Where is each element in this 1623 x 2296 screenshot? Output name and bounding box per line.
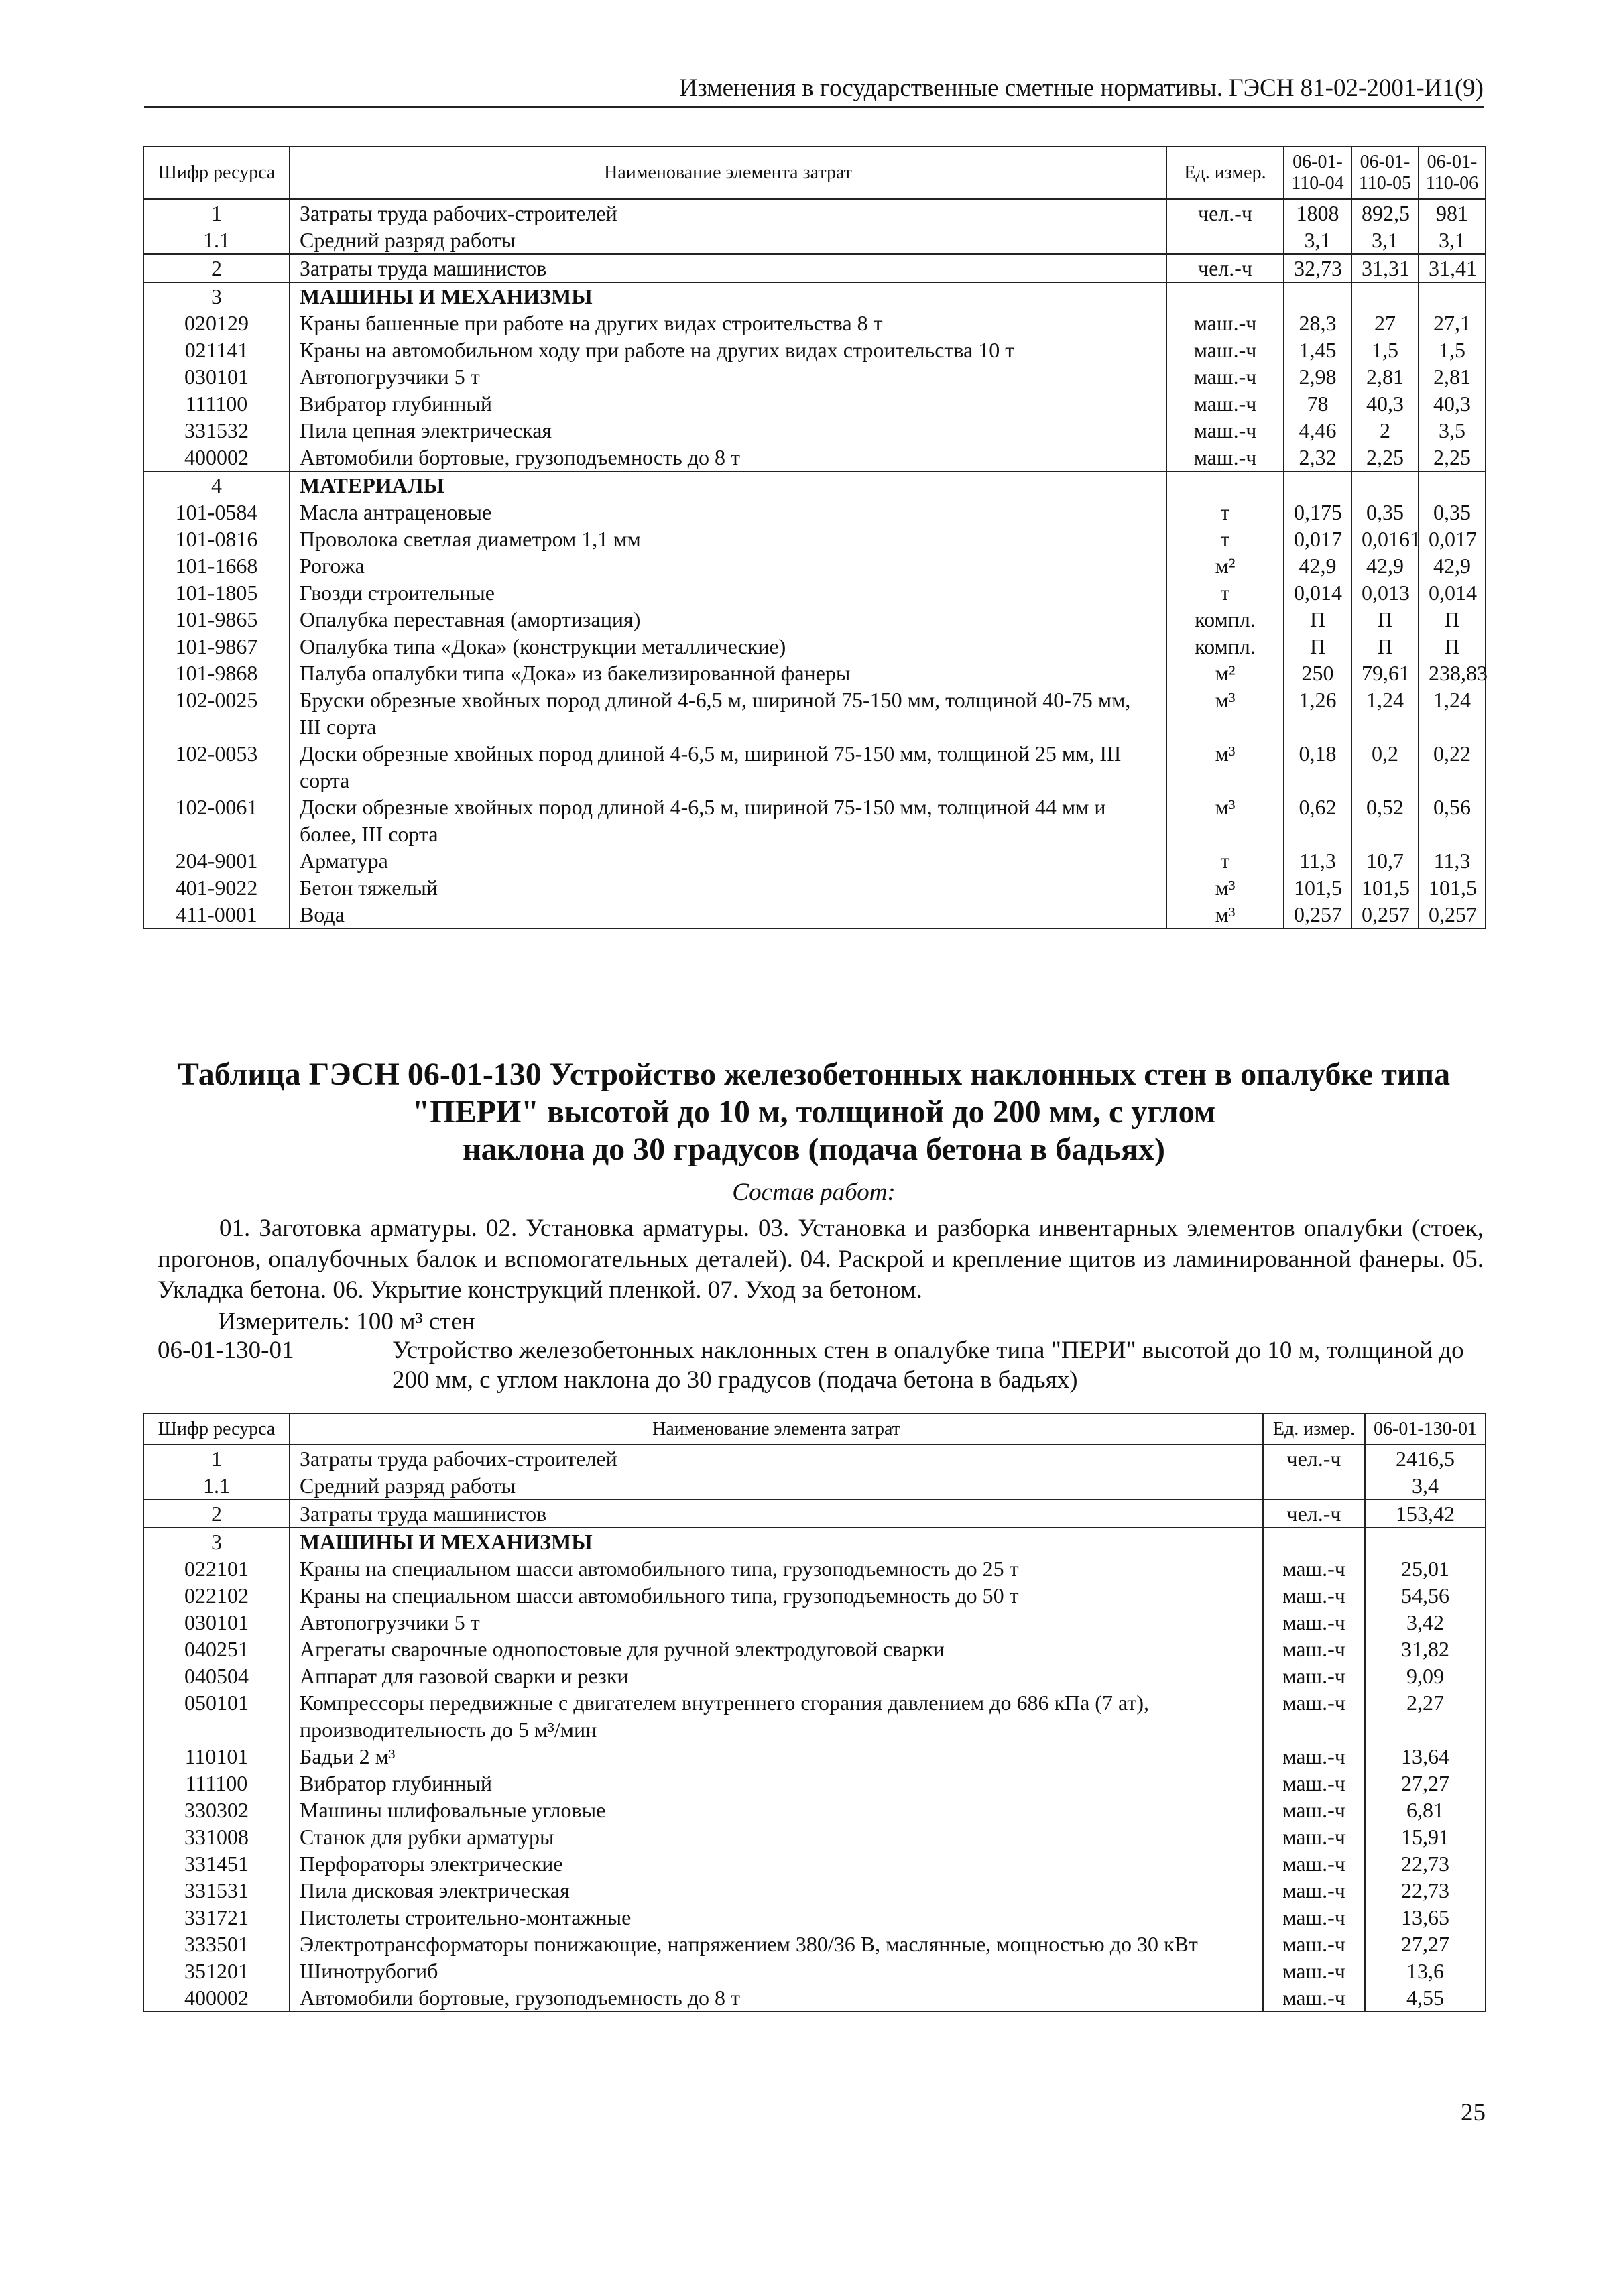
resource-code: 331008: [143, 1823, 290, 1850]
resource-code: 3: [143, 1528, 290, 1555]
resource-unit: маш.-ч: [1166, 390, 1284, 417]
norm-value: 27: [1351, 310, 1419, 337]
resource-code: 331721: [143, 1904, 290, 1931]
norm-value: 11,3: [1284, 847, 1351, 874]
norm-value: 3,5: [1419, 417, 1486, 444]
resource-unit: маш.-ч: [1263, 1877, 1365, 1904]
resource-code: 022102: [143, 1582, 290, 1609]
norm-value: 4,55: [1365, 1984, 1486, 2012]
resource-unit: маш.-ч: [1263, 1743, 1365, 1770]
resource-name: МАШИНЫ И МЕХАНИЗМЫ: [290, 1528, 1263, 1555]
resource-code: 3: [143, 282, 290, 310]
resource-name: Электротрансформаторы понижающие, напряжением 380/36 В, маслянные, мощностью до 30 кВт: [290, 1931, 1263, 1957]
resource-code: 351201: [143, 1957, 290, 1984]
norm-value: 25,01: [1365, 1555, 1486, 1582]
resource-unit: чел.-ч: [1263, 1500, 1365, 1528]
resource-name: Агрегаты сварочные однопостовые для ручной электродуговой сварки: [290, 1636, 1263, 1663]
resource-name: Пила дисковая электрическая: [290, 1877, 1263, 1904]
title-line: Таблица ГЭСН 06-01-130 Устройство железобетонных наклонных стен в опалубке типа: [177, 1056, 1451, 1092]
table-row: [143, 1472, 1486, 1500]
title-line: наклона до 30 градусов (подача бетона в бадьях): [462, 1132, 1165, 1167]
resource-name: Арматура: [290, 847, 1166, 874]
norm-value: 0,0161: [1351, 526, 1419, 552]
resource-code: 331531: [143, 1877, 290, 1904]
resource-code: 101-1668: [143, 552, 290, 579]
norm-value: 3,1: [1351, 227, 1419, 254]
resource-code: 101-9867: [143, 633, 290, 660]
table-row: [143, 686, 1486, 740]
title-line: "ПЕРИ" высотой до 10 м, толщиной до 200 мм, с углом: [412, 1094, 1216, 1130]
norm-value: 0,257: [1419, 901, 1486, 928]
table-row: [143, 227, 1486, 254]
table-row: [143, 526, 1486, 552]
norm-value: 0,017: [1284, 526, 1351, 552]
resource-code: 040504: [143, 1663, 290, 1689]
resource-name: Шинотрубогиб: [290, 1957, 1263, 1984]
resource-code: 102-0053: [143, 740, 290, 794]
resource-unit: [1166, 282, 1284, 310]
resource-code: 101-9868: [143, 660, 290, 686]
norm-value: 0,175: [1284, 499, 1351, 526]
resource-unit: маш.-ч: [1263, 1770, 1365, 1797]
resource-name: Пистолеты строительно-монтажные: [290, 1904, 1263, 1931]
norm-value: 2,81: [1419, 363, 1486, 390]
table-row: [143, 1770, 1486, 1797]
resource-code: 333501: [143, 1931, 290, 1957]
norm-value: 0,014: [1284, 579, 1351, 606]
resource-unit: м²: [1166, 660, 1284, 686]
table-row: [143, 633, 1486, 660]
norm-value: 2,98: [1284, 363, 1351, 390]
norm-value: П: [1419, 606, 1486, 633]
norm-value: П: [1351, 606, 1419, 633]
norm-value: 0,52: [1351, 794, 1419, 847]
resource-name: Автомобили бортовые, грузоподъемность до 8 т: [290, 1984, 1263, 2012]
norm-value: 2,81: [1351, 363, 1419, 390]
norm-value: 22,73: [1365, 1877, 1486, 1904]
resource-name: Вибратор глубинный: [290, 1770, 1263, 1797]
resource-unit: маш.-ч: [1263, 1850, 1365, 1877]
table-row: [143, 1743, 1486, 1770]
resource-name: Краны на специальном шасси автомобильного типа, грузоподъемность до 50 т: [290, 1582, 1263, 1609]
norm-value: 31,82: [1365, 1636, 1486, 1663]
table-row: [143, 1850, 1486, 1877]
norm-value: 31,31: [1351, 254, 1419, 282]
resource-name: МАШИНЫ И МЕХАНИЗМЫ: [290, 282, 1166, 310]
resource-code: 400002: [143, 444, 290, 471]
norm-value: 9,09: [1365, 1663, 1486, 1689]
resource-code: 1.1: [143, 1472, 290, 1500]
table-row: [143, 1904, 1486, 1931]
table-row: [143, 1823, 1486, 1850]
norm-value: 78: [1284, 390, 1351, 417]
table-row: [143, 1931, 1486, 1957]
norm-value: 27,27: [1365, 1931, 1486, 1957]
resource-unit: т: [1166, 499, 1284, 526]
norm-value: 13,64: [1365, 1743, 1486, 1770]
page-number: 25: [1461, 2099, 1486, 2126]
norm-value: 2,27: [1365, 1689, 1486, 1743]
norm-value: 0,35: [1419, 499, 1486, 526]
col-header-norm: 06-01-110-06: [1419, 147, 1486, 199]
norm-value: 13,6: [1365, 1957, 1486, 1984]
norm-value: 153,42: [1365, 1500, 1486, 1528]
resource-code: 411-0001: [143, 901, 290, 928]
table-row: [143, 1957, 1486, 1984]
resource-code: 1: [143, 199, 290, 227]
table-row: [143, 1528, 1486, 1555]
norm-value: 13,65: [1365, 1904, 1486, 1931]
norm-value: П: [1284, 633, 1351, 660]
resource-unit: компл.: [1166, 606, 1284, 633]
table-row: [143, 1609, 1486, 1636]
resource-code: 101-9865: [143, 606, 290, 633]
resource-unit: компл.: [1166, 633, 1284, 660]
resource-name: Опалубка типа «Дока» (конструкции металлические): [290, 633, 1166, 660]
norm-value: 3,1: [1419, 227, 1486, 254]
resource-name: Затраты труда машинистов: [290, 1500, 1263, 1528]
norm-description: Устройство железобетонных наклонных стен в опалубке типа "ПЕРИ" высотой до 10 м, толщиной до 200 мм, с углом наклона до 30 градусов (подача бетона в бадьях): [392, 1337, 1464, 1394]
resource-name: Бруски обрезные хвойных пород длиной 4-6,5 м, шириной 75-150 мм, толщиной 40-75 мм, III сорта: [290, 686, 1166, 740]
resource-name: Гвозди строительные: [290, 579, 1166, 606]
col-header-norm: 06-01-110-05: [1351, 147, 1419, 199]
resource-unit: маш.-ч: [1263, 1797, 1365, 1823]
resource-code: 102-0025: [143, 686, 290, 740]
resource-name: Масла антраценовые: [290, 499, 1166, 526]
norm-value: 10,7: [1351, 847, 1419, 874]
resource-code: 2: [143, 1500, 290, 1528]
resource-unit: маш.-ч: [1166, 444, 1284, 471]
resource-unit: маш.-ч: [1263, 1582, 1365, 1609]
resource-table-130: [143, 1413, 1486, 2012]
resource-code: 2: [143, 254, 290, 282]
resource-name: Перфораторы электрические: [290, 1850, 1263, 1877]
resource-code: 331451: [143, 1850, 290, 1877]
resource-unit: маш.-ч: [1263, 1823, 1365, 1850]
table-row: [143, 471, 1486, 499]
norm-value: [1284, 471, 1351, 499]
table-row: [143, 1984, 1486, 2012]
norm-value: 0,013: [1351, 579, 1419, 606]
resource-code: 101-0816: [143, 526, 290, 552]
norm-value: 42,9: [1284, 552, 1351, 579]
col-header-norm: 06-01-110-04: [1284, 147, 1351, 199]
norm-value: 27,1: [1419, 310, 1486, 337]
norm-value: [1351, 282, 1419, 310]
norm-value: 0,22: [1419, 740, 1486, 794]
norm-value: 1,24: [1351, 686, 1419, 740]
resource-name: Рогожа: [290, 552, 1166, 579]
resource-name: Автомобили бортовые, грузоподъемность до 8 т: [290, 444, 1166, 471]
resource-code: 030101: [143, 1609, 290, 1636]
norm-value: 1,45: [1284, 337, 1351, 363]
norm-value: 27,27: [1365, 1770, 1486, 1797]
table-row: [143, 552, 1486, 579]
table-row: [143, 1797, 1486, 1823]
norm-value: 28,3: [1284, 310, 1351, 337]
resource-unit: чел.-ч: [1166, 254, 1284, 282]
table-row: [143, 444, 1486, 471]
resource-name: Краны на специальном шасси автомобильного типа, грузоподъемность до 25 т: [290, 1555, 1263, 1582]
norm-value: 2,25: [1419, 444, 1486, 471]
col-header-code: Шифр ресурса: [143, 147, 290, 199]
norm-value: 101,5: [1284, 874, 1351, 901]
norm-value: 0,35: [1351, 499, 1419, 526]
resource-name: Станок для рубки арматуры: [290, 1823, 1263, 1850]
resource-code: 330302: [143, 1797, 290, 1823]
resource-name: Автопогрузчики 5 т: [290, 1609, 1263, 1636]
norm-value: 3,1: [1284, 227, 1351, 254]
norm-value: 0,257: [1351, 901, 1419, 928]
resource-code: 050101: [143, 1689, 290, 1743]
norm-value: 79,61: [1351, 660, 1419, 686]
resource-code: 1: [143, 1445, 290, 1472]
norm-value: 3,42: [1365, 1609, 1486, 1636]
norm-value: 40,3: [1351, 390, 1419, 417]
resource-code: 020129: [143, 310, 290, 337]
table-row: [143, 282, 1486, 310]
resource-unit: маш.-ч: [1263, 1636, 1365, 1663]
table-row: [143, 660, 1486, 686]
resource-table-110: [143, 146, 1486, 929]
resource-code: 401-9022: [143, 874, 290, 901]
norm-value: 2,25: [1351, 444, 1419, 471]
table-row: [143, 310, 1486, 337]
resource-name: Краны башенные при работе на других видах строительства 8 т: [290, 310, 1166, 337]
norm-value: [1419, 471, 1486, 499]
norm-value: 1808: [1284, 199, 1351, 227]
measure-unit: Измеритель: 100 м³ стен: [218, 1308, 475, 1335]
table-row: [143, 901, 1486, 928]
resource-unit: т: [1166, 847, 1284, 874]
resource-name: Бадьи 2 м³: [290, 1743, 1263, 1770]
resource-unit: м²: [1166, 552, 1284, 579]
norm-value: 1,26: [1284, 686, 1351, 740]
resource-code: 030101: [143, 363, 290, 390]
norm-code: 06-01-130-01: [158, 1337, 294, 1364]
resource-code: 102-0061: [143, 794, 290, 847]
resource-code: 022101: [143, 1555, 290, 1582]
resource-name: Средний разряд работы: [290, 227, 1166, 254]
norm-value: 15,91: [1365, 1823, 1486, 1850]
norm-value: 0,014: [1419, 579, 1486, 606]
resource-code: 1.1: [143, 227, 290, 254]
norm-value: [1419, 282, 1486, 310]
resource-name: Вода: [290, 901, 1166, 928]
resource-name: Средний разряд работы: [290, 1472, 1263, 1500]
col-header-code: Шифр ресурса: [143, 1414, 290, 1445]
table-body: [143, 1445, 1486, 2012]
norm-value: 1,24: [1419, 686, 1486, 740]
norm-value: [1365, 1528, 1486, 1555]
norm-value: 892,5: [1351, 199, 1419, 227]
norm-value: 0,56: [1419, 794, 1486, 847]
table-row: [143, 199, 1486, 227]
resource-name: Доски обрезные хвойных пород длиной 4-6,5 м, шириной 75-150 мм, толщиной 25 мм, III сорта: [290, 740, 1166, 794]
norm-value: 54,56: [1365, 1582, 1486, 1609]
norm-value: 11,3: [1419, 847, 1486, 874]
works-list: 01. Заготовка арматуры. 02. Установка арматуры. 03. Установка и разборка инвентарных элементов опалубки (стоек, прогонов, опалубочных балок и вспомогательных деталей). 04. Раскрой и крепление щитов из ламинированной фанеры. 05. Укладка бетона. 06. Укрытие конструкций пленкой. 07. Уход за бетоном.: [158, 1215, 1484, 1304]
table-header-row: [143, 147, 1486, 199]
norm-value: 40,3: [1419, 390, 1486, 417]
norm-value: 0,257: [1284, 901, 1351, 928]
resource-unit: чел.-ч: [1166, 199, 1284, 227]
resource-unit: т: [1166, 579, 1284, 606]
resource-code: 4: [143, 471, 290, 499]
resource-unit: м³: [1166, 686, 1284, 740]
norm-value: 42,9: [1351, 552, 1419, 579]
table-row: [143, 1555, 1486, 1582]
resource-unit: [1263, 1472, 1365, 1500]
resource-name: Компрессоры передвижные с двигателем внутреннего сгорания давлением до 686 кПа (7 ат), производительность до 5 м³/мин: [290, 1689, 1263, 1743]
resource-unit: м³: [1166, 794, 1284, 847]
resource-unit: м³: [1166, 901, 1284, 928]
resource-unit: м³: [1166, 874, 1284, 901]
resource-name: Опалубка переставная (амортизация): [290, 606, 1166, 633]
resource-name: Краны на автомобильном ходу при работе на других видах строительства 10 т: [290, 337, 1166, 363]
resource-name: МАТЕРИАЛЫ: [290, 471, 1166, 499]
resource-unit: маш.-ч: [1263, 1957, 1365, 1984]
norm-value: 101,5: [1419, 874, 1486, 901]
resource-name: Вибратор глубинный: [290, 390, 1166, 417]
norm-value: П: [1419, 633, 1486, 660]
norm-value: П: [1351, 633, 1419, 660]
resource-unit: маш.-ч: [1263, 1984, 1365, 2012]
table-row: [143, 337, 1486, 363]
norm-value: 32,73: [1284, 254, 1351, 282]
table-row: [143, 363, 1486, 390]
resource-unit: [1263, 1528, 1365, 1555]
resource-name: Палуба опалубки типа «Дока» из бакелизированной фанеры: [290, 660, 1166, 686]
resource-unit: т: [1166, 526, 1284, 552]
resource-name: Затраты труда машинистов: [290, 254, 1166, 282]
resource-unit: маш.-ч: [1263, 1663, 1365, 1689]
resource-unit: маш.-ч: [1263, 1689, 1365, 1743]
norm-value: 6,81: [1365, 1797, 1486, 1823]
resource-name: Проволока светлая диаметром 1,1 мм: [290, 526, 1166, 552]
resource-code: 021141: [143, 337, 290, 363]
norm-value: 2416,5: [1365, 1445, 1486, 1472]
resource-name: Автопогрузчики 5 т: [290, 363, 1166, 390]
resource-code: 110101: [143, 1743, 290, 1770]
table-row: [143, 1877, 1486, 1904]
norm-value: 42,9: [1419, 552, 1486, 579]
norm-value: 31,41: [1419, 254, 1486, 282]
resource-name: Аппарат для газовой сварки и резки: [290, 1663, 1263, 1689]
resource-unit: маш.-ч: [1166, 310, 1284, 337]
resource-code: 400002: [143, 1984, 290, 2012]
norm-value: 1,5: [1419, 337, 1486, 363]
resource-unit: маш.-ч: [1263, 1609, 1365, 1636]
resource-name: Затраты труда рабочих-строителей: [290, 199, 1166, 227]
resource-code: 111100: [143, 390, 290, 417]
resource-name: Затраты труда рабочих-строителей: [290, 1445, 1263, 1472]
table-row: [143, 417, 1486, 444]
resource-unit: маш.-ч: [1166, 417, 1284, 444]
table-header-row: [143, 1414, 1486, 1445]
norm-value: 0,2: [1351, 740, 1419, 794]
resource-unit: [1166, 227, 1284, 254]
table-row: [143, 606, 1486, 633]
table-row: [143, 847, 1486, 874]
table-row: [143, 1636, 1486, 1663]
norm-value: 2: [1351, 417, 1419, 444]
resource-unit: маш.-ч: [1263, 1931, 1365, 1957]
resource-code: 101-0584: [143, 499, 290, 526]
table-row: [143, 1663, 1486, 1689]
norm-value: 3,4: [1365, 1472, 1486, 1500]
col-header-name: Наименование элемента затрат: [290, 147, 1166, 199]
resource-unit: м³: [1166, 740, 1284, 794]
col-header-unit: Ед. измер.: [1166, 147, 1284, 199]
table-row: [143, 874, 1486, 901]
norm-value: 101,5: [1351, 874, 1419, 901]
resource-unit: маш.-ч: [1166, 363, 1284, 390]
norm-value: 22,73: [1365, 1850, 1486, 1877]
works-heading: Состав работ:: [732, 1179, 896, 1206]
table-row: [143, 794, 1486, 847]
resource-code: 204-9001: [143, 847, 290, 874]
norm-value: 4,46: [1284, 417, 1351, 444]
norm-value: П: [1284, 606, 1351, 633]
table-row: [143, 254, 1486, 282]
norm-value: 0,017: [1419, 526, 1486, 552]
table-row: [143, 1500, 1486, 1528]
table-row: [143, 1689, 1486, 1743]
table-row: [143, 499, 1486, 526]
resource-unit: маш.-ч: [1166, 337, 1284, 363]
col-header-norm: 06-01-130-01: [1365, 1414, 1486, 1445]
resource-unit: чел.-ч: [1263, 1445, 1365, 1472]
norm-value: 981: [1419, 199, 1486, 227]
resource-unit: [1166, 471, 1284, 499]
col-header-unit: Ед. измер.: [1263, 1414, 1365, 1445]
norm-value: 1,5: [1351, 337, 1419, 363]
resource-name: Бетон тяжелый: [290, 874, 1166, 901]
resource-code: 111100: [143, 1770, 290, 1797]
resource-code: 101-1805: [143, 579, 290, 606]
page-header: Изменения в государственные сметные нормативы. ГЭСН 81-02-2001-И1(9): [144, 72, 1484, 108]
table-row: [143, 579, 1486, 606]
norm-value: 250: [1284, 660, 1351, 686]
resource-name: Доски обрезные хвойных пород длиной 4-6,5 м, шириной 75-150 мм, толщиной 44 мм и более, III сорта: [290, 794, 1166, 847]
table-body: [143, 199, 1486, 928]
norm-value: [1284, 282, 1351, 310]
norm-value: 0,62: [1284, 794, 1351, 847]
table-row: [143, 740, 1486, 794]
resource-unit: маш.-ч: [1263, 1904, 1365, 1931]
col-header-name: Наименование элемента затрат: [290, 1414, 1263, 1445]
norm-value: 0,18: [1284, 740, 1351, 794]
resource-code: 331532: [143, 417, 290, 444]
table-row: [143, 390, 1486, 417]
norm-value: 2,32: [1284, 444, 1351, 471]
resource-code: 040251: [143, 1636, 290, 1663]
resource-name: Машины шлифовальные угловые: [290, 1797, 1263, 1823]
table-row: [143, 1582, 1486, 1609]
resource-name: Пила цепная электрическая: [290, 417, 1166, 444]
norm-value: 238,83: [1419, 660, 1486, 686]
section-title: [144, 1056, 1484, 1168]
resource-unit: маш.-ч: [1263, 1555, 1365, 1582]
table-row: [143, 1445, 1486, 1472]
norm-value: [1351, 471, 1419, 499]
